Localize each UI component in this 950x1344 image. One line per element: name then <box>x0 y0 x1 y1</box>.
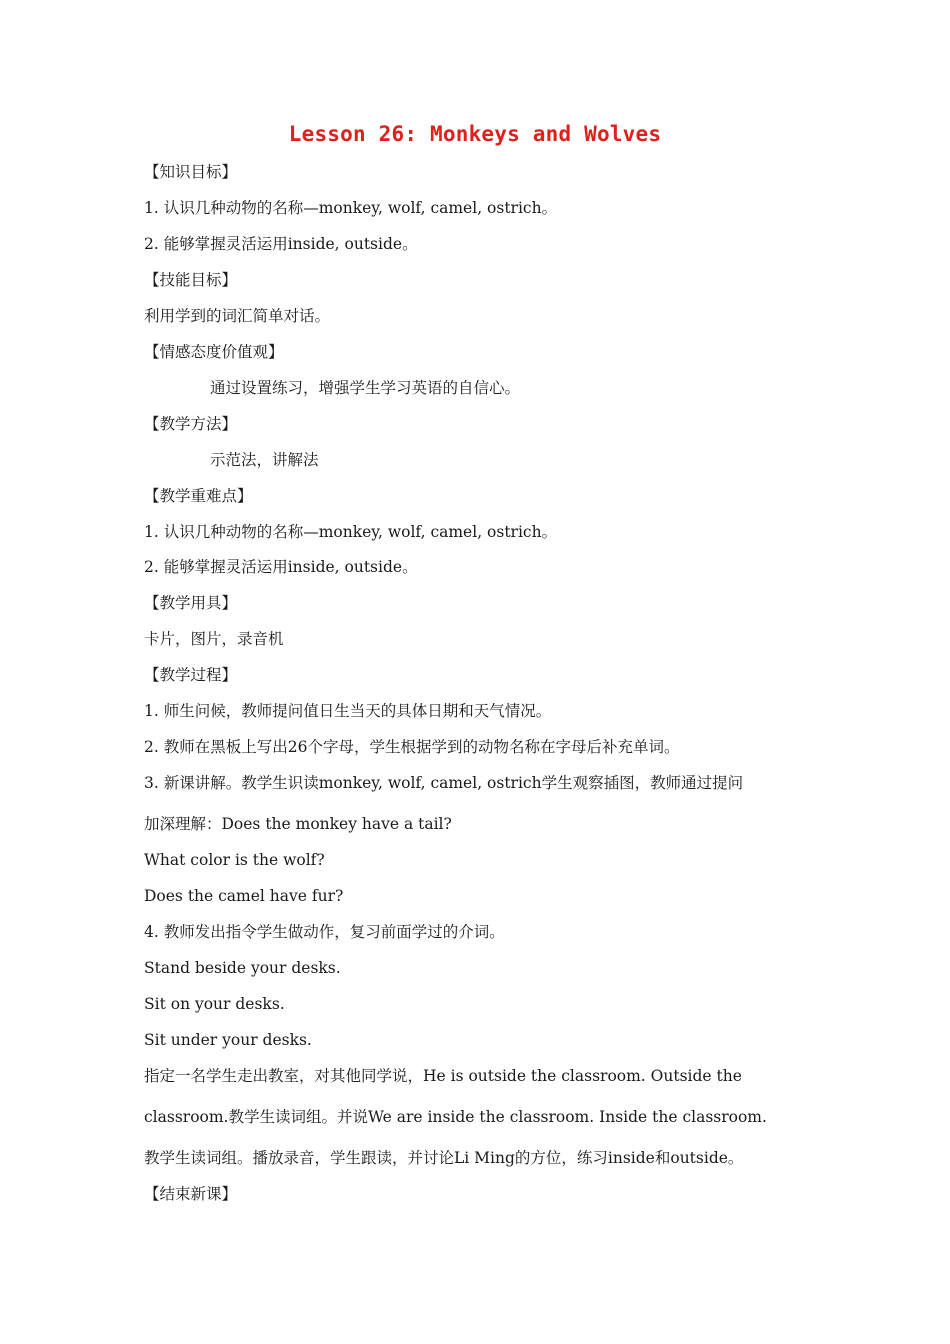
paragraph-line: Sit on your desks. <box>144 995 285 1013</box>
paragraph-line: 指定一名学生走出教室，对其他同学说，He is outside the classroom. Outside the <box>144 1067 742 1085</box>
document-title: Lesson 26: Monkeys and Wolves <box>288 122 662 146</box>
paragraph-line: 3. 新课讲解。教学生识读monkey, wolf, camel, ostrich学生观察插图，教师通过提问 <box>144 774 744 792</box>
section-heading-knowledge-goals: 【知识目标】 <box>144 163 238 181</box>
section-heading-key-points: 【教学重难点】 <box>144 487 253 505</box>
paragraph-line: 1. 师生问候，教师提问值日生当天的具体日期和天气情况。 <box>144 702 552 720</box>
section-heading-attitude-values: 【情感态度价值观】 <box>144 343 284 361</box>
paragraph-line: 卡片，图片，录音机 <box>144 630 284 648</box>
paragraph-line: 2. 能够掌握灵活运用inside, outside。 <box>144 558 418 576</box>
section-heading-teaching-aids: 【教学用具】 <box>144 594 238 612</box>
paragraph-line: 利用学到的词汇简单对话。 <box>144 307 331 325</box>
paragraph-line: 4. 教师发出指令学生做动作，复习前面学过的介词。 <box>144 923 505 941</box>
paragraph-line: 2. 能够掌握灵活运用inside, outside。 <box>144 235 418 253</box>
paragraph-line: 1. 认识几种动物的名称—monkey, wolf, camel, ostrich。 <box>144 523 558 541</box>
paragraph-line: 1. 认识几种动物的名称—monkey, wolf, camel, ostrich。 <box>144 199 558 217</box>
paragraph-line: 加深理解：Does the monkey have a tail? <box>144 815 452 833</box>
paragraph-line: What color is the wolf? <box>144 851 325 869</box>
paragraph-line: 教学生读词组。播放录音，学生跟读，并讨论Li Ming的方位，练习inside和outside。 <box>144 1149 744 1167</box>
section-heading-teaching-methods: 【教学方法】 <box>144 415 238 433</box>
paragraph-line: classroom.教学生读词组。并说We are inside the classroom. Inside the classroom. <box>144 1108 767 1126</box>
paragraph-line: Sit under your desks. <box>144 1031 312 1049</box>
section-heading-skill-goals: 【技能目标】 <box>144 271 238 289</box>
paragraph-line: Stand beside your desks. <box>144 959 341 977</box>
paragraph-line: 通过设置练习，增强学生学习英语的自信心。 <box>210 379 521 397</box>
section-heading-ending: 【结束新课】 <box>144 1185 238 1203</box>
paragraph-line: 示范法，讲解法 <box>210 451 319 469</box>
paragraph-line: Does the camel have fur? <box>144 887 344 905</box>
paragraph-line: 2. 教师在黑板上写出26个字母，学生根据学到的动物名称在字母后补充单词。 <box>144 738 680 756</box>
section-heading-teaching-process: 【教学过程】 <box>144 666 238 684</box>
